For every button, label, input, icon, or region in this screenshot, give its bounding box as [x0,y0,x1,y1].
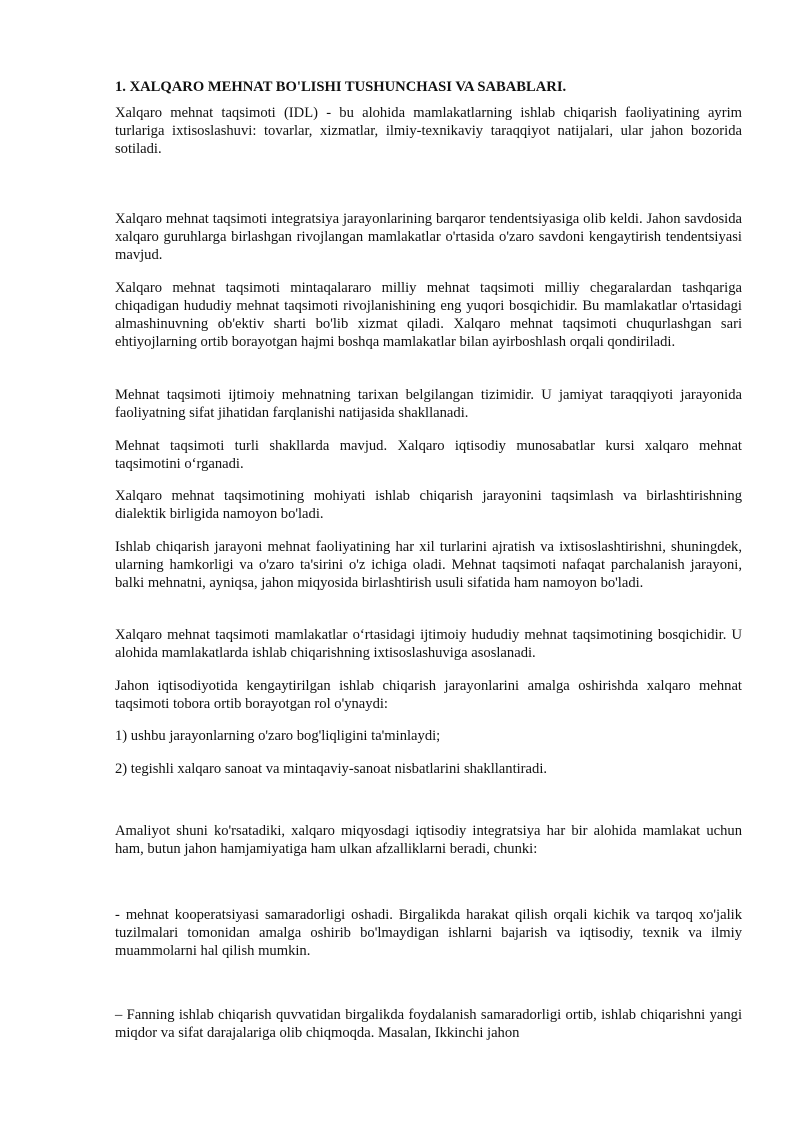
paragraph-1: Xalqaro mehnat taqsimoti (IDL) - bu alohida mamlakatlarning ishlab chiqarish faoliyatining ayrim turlariga ixtisoslashuvi: tovarlar, xizmatlar, ilmiy-texnikaviy taraqqiyot natijalari, ular jahon bozorida sotiladi. [115,105,742,157]
paragraph-2: Xalqaro mehnat taqsimoti integratsiya jarayonlarining barqaror tendentsiyasiga olib keldi. Jahon savdosida xalqaro guruhlarga birlashgan rivojlangan mamlakatlar o'rtasida o'zaro savdoni kengaytirish tendentsiyasi mavjud. [115,211,742,263]
paragraph-12: – Fanning ishlab chiqarish quvvatidan birgalikda foydalanish samaradorligi ortib, ishlab chiqarishni yangi miqdor va sifat darajalariga olib chiqmoqda. Masalan, Ikkinchi jahon [115,1007,742,1041]
paragraph-11: - mehnat kooperatsiyasi samaradorligi oshadi. Birgalikda harakat qilish orqali kichik va tarqoq xo'jalik tuzilmalari tomonidan amalga oshirib bo'lmaydigan ishlarni bajarish va iqtisodiy, texnik va ilmiy muammolarni hal qilish mumkin. [115,907,742,959]
paragraph-6: Xalqaro mehnat taqsimotining mohiyati ishlab chiqarish jarayonini taqsimlash va birlashtirishning dialektik birligida namoyon bo'ladi. [115,488,742,522]
paragraph-8: Xalqaro mehnat taqsimoti mamlakatlar o‘rtasidagi ijtimoiy hududiy mehnat taqsimotining bosqichidir. U alohida mamlakatlarda ishlab chiqarishning ixtisoslashuviga asoslanadi. [115,627,742,661]
paragraph-5: Mehnat taqsimoti turli shakllarda mavjud. Xalqaro iqtisodiy munosabatlar kursi xalqaro mehnat taqsimotini o‘rganadi. [115,438,742,472]
section-title: 1. XALQARO MEHNAT BO'LISHI TUSHUNCHASI VA SABABLARI. [115,79,567,95]
list-item-1: 1) ushbu jarayonlarning o'zaro bog'liqligini ta'minlaydi; [115,728,441,744]
paragraph-9: Jahon iqtisodiyotida kengaytirilgan ishlab chiqarish jarayonlarini amalga oshirishda xalqaro mehnat taqsimoti tobora ortib borayotgan rol o'ynaydi: [115,678,742,712]
paragraph-3: Xalqaro mehnat taqsimoti mintaqalararo milliy mehnat taqsimoti milliy chegaralardan tashqariga chiqadigan hududiy mehnat taqsimoti rivojlanishining eng yuqori bosqichidir. Bu mamlakatlar o'rtasidagi almashinuvning ob'ektiv sharti bo'lib xizmat qiladi. Xalqaro mehnat taqsimoti chuqurlashgan sari ehtiyojlarning ortib borayotgan hajmi boshqa mamlakatlar bilan ayirboshlash orqali qondiriladi. [115,280,742,350]
paragraph-10: Amaliyot shuni ko'rsatadiki, xalqaro miqyosdagi iqtisodiy integratsiya har bir alohida mamlakat uchun ham, butun jahon hamjamiyatiga ham ulkan afzalliklarni beradi, chunki: [115,823,742,857]
paragraph-7: Ishlab chiqarish jarayoni mehnat faoliyatining har xil turlarini ajratish va ixtisoslashtirishni, shuningdek, ularning hamkorligi va o'zaro ta'sirini o'z ichiga oladi. Mehnat taqsimoti nafaqat parchalanish jarayoni, balki mehnatni, ayniqsa, jahon miqyosida birlashtirish usuli sifatida ham namoyon bo'ladi. [115,539,742,591]
paragraph-4: Mehnat taqsimoti ijtimoiy mehnatning tarixan belgilangan tizimidir. U jamiyat taraqqiyoti jarayonida faoliyatning sifat jihatidan farqlanishi natijasida shakllanadi. [115,387,742,421]
list-item-2: 2) tegishli xalqaro sanoat va mintaqaviy-sanoat nisbatlarini shakllantiradi. [115,761,548,777]
